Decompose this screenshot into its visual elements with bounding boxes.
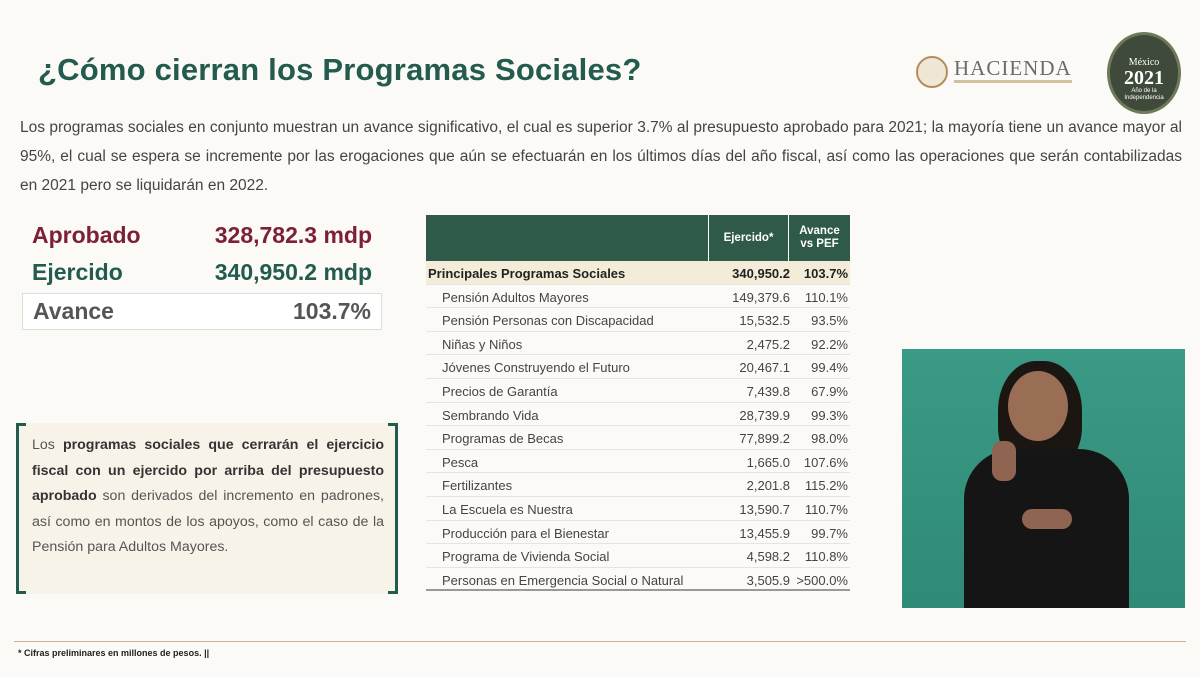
table-row: [426, 568, 850, 592]
sign-language-interpreter-video: [902, 349, 1185, 608]
footer-note: * Cifras preliminares en millones de pesos. ||: [18, 648, 210, 658]
avance-label: Avance: [33, 298, 114, 324]
row-ejercido: 4,598.2: [746, 549, 790, 565]
row-ejercido: 13,455.9: [739, 525, 790, 541]
row-avance: 110.8%: [804, 549, 848, 565]
ejercido-value: 340,950.2 mdp: [214, 259, 372, 285]
total-ejercido: 340,950.2: [732, 266, 790, 281]
row-ejercido: 2,475.2: [746, 336, 790, 352]
row-name: Jóvenes Construyendo el Futuro: [442, 360, 630, 376]
row-name: Fertilizantes: [442, 478, 513, 494]
total-name: Principales Programas Sociales: [428, 266, 626, 281]
row-name: Personas en Emergencia Social o Natural: [442, 572, 684, 588]
table-row: [426, 379, 850, 403]
row-ejercido: 7,439.8: [746, 383, 790, 399]
year-logo-year: 2021: [1124, 67, 1164, 89]
col-ejercido-header: Ejercido*: [708, 215, 788, 261]
hacienda-logo: [916, 54, 1076, 90]
row-ejercido: 20,467.1: [739, 360, 790, 376]
note-bracket-right: [388, 423, 398, 594]
footer-divider: [14, 641, 1186, 642]
row-avance: 99.3%: [811, 407, 848, 423]
row-avance: 92.2%: [811, 336, 848, 352]
table-header: [426, 215, 850, 261]
row-avance: 107.6%: [803, 454, 848, 470]
summary-aprobado: [22, 218, 382, 255]
table-row: [426, 497, 850, 521]
interpreter-hand: [992, 441, 1016, 481]
ejercido-label: Ejercido: [32, 259, 123, 285]
table-row: [426, 308, 850, 332]
avance-value: 103.7%: [292, 298, 371, 324]
table-row: [426, 403, 850, 427]
row-ejercido: 149,379.6: [732, 289, 790, 305]
row-avance: 98.0%: [811, 431, 848, 447]
table-row: [426, 426, 850, 450]
row-name: Sembrando Vida: [442, 407, 539, 423]
programs-table: [426, 215, 850, 591]
row-ejercido: 1,665.0: [746, 454, 790, 470]
row-avance: 99.4%: [811, 360, 848, 376]
row-name: Producción para el Bienestar: [442, 525, 609, 541]
col-avance-header: [788, 215, 850, 261]
row-name: Pesca: [442, 454, 479, 470]
row-name: Programas de Becas: [442, 431, 564, 447]
table-total-row: [426, 261, 850, 285]
year-logo-country: México: [1128, 57, 1160, 68]
note-text-start: Los: [32, 437, 63, 453]
col-avance-header-line1: Avance: [799, 225, 840, 237]
budget-summary: [22, 218, 382, 330]
row-name: Pensión Personas con Discapacidad: [442, 313, 654, 329]
intro-paragraph: Los programas sociales en conjunto muestran un avance significativo, el cual es superior 3.7% al presupuesto aprobado para 2021; la mayoría tiene un avance mayor al 95%, el cual se espera se incremente por las erogaciones que aún se efectuarán en los últimos días del año fiscal, así como las operaciones que serán contabilizadas en 2021 pero se liquidarán en 2022.: [20, 119, 1182, 194]
national-seal-icon: [916, 56, 948, 88]
table-row: [426, 544, 850, 568]
page-title: ¿Cómo cierran los Programas Sociales?: [38, 52, 642, 87]
row-name: La Escuela es Nuestra: [442, 501, 573, 517]
row-name: Precios de Garantía: [442, 383, 558, 399]
total-avance: 103.7%: [803, 266, 848, 281]
row-ejercido: 3,505.9: [746, 572, 790, 588]
row-name: Pensión Adultos Mayores: [442, 289, 589, 305]
row-name: Niñas y Niños: [442, 336, 523, 352]
table-row: [426, 332, 850, 356]
year-logo-caption: Año de la Independencia: [1124, 88, 1164, 101]
table-row: [426, 473, 850, 497]
note-box: [16, 423, 398, 594]
row-avance: 99.7%: [811, 525, 848, 541]
row-avance: 110.7%: [804, 501, 848, 517]
row-avance: 93.5%: [811, 313, 848, 329]
row-ejercido: 15,532.5: [739, 313, 790, 329]
hacienda-logo-underline: [954, 80, 1072, 83]
row-avance: 67.9%: [811, 383, 848, 399]
row-ejercido: 28,739.9: [739, 407, 790, 423]
row-avance: 115.2%: [804, 478, 848, 494]
table-row: [426, 450, 850, 474]
row-avance: 110.1%: [804, 289, 848, 305]
row-ejercido: 77,899.2: [739, 431, 790, 447]
summary-avance: [22, 293, 382, 330]
row-ejercido: 2,201.8: [746, 478, 790, 494]
table-row: [426, 355, 850, 379]
hacienda-logo-text: HACIENDA: [954, 56, 1072, 80]
row-avance: >500.0%: [796, 572, 848, 588]
aprobado-value: 328,782.3 mdp: [214, 222, 372, 248]
aprobado-label: Aprobado: [32, 222, 141, 248]
note-bracket-left: [16, 423, 26, 594]
year-2021-logo: [1107, 32, 1181, 114]
col-avance-header-line2: vs PEF: [800, 238, 839, 250]
note-text-bold: programas sociales que cerrarán el ejercicio fiscal con un ejercido por arriba del presupuesto aprobado: [32, 437, 384, 504]
note-text-end: son derivados del incremento en padrones, así como en montos de los apoyos, como el caso de la Pensión para Adultos Mayores.: [32, 488, 384, 555]
table-row: [426, 521, 850, 545]
table-row: [426, 285, 850, 309]
interpreter-hand: [1022, 509, 1072, 529]
summary-ejercido: [22, 255, 382, 292]
row-ejercido: 13,590.7: [739, 501, 790, 517]
interpreter-head: [1008, 371, 1068, 441]
row-name: Programa de Vivienda Social: [442, 549, 610, 565]
